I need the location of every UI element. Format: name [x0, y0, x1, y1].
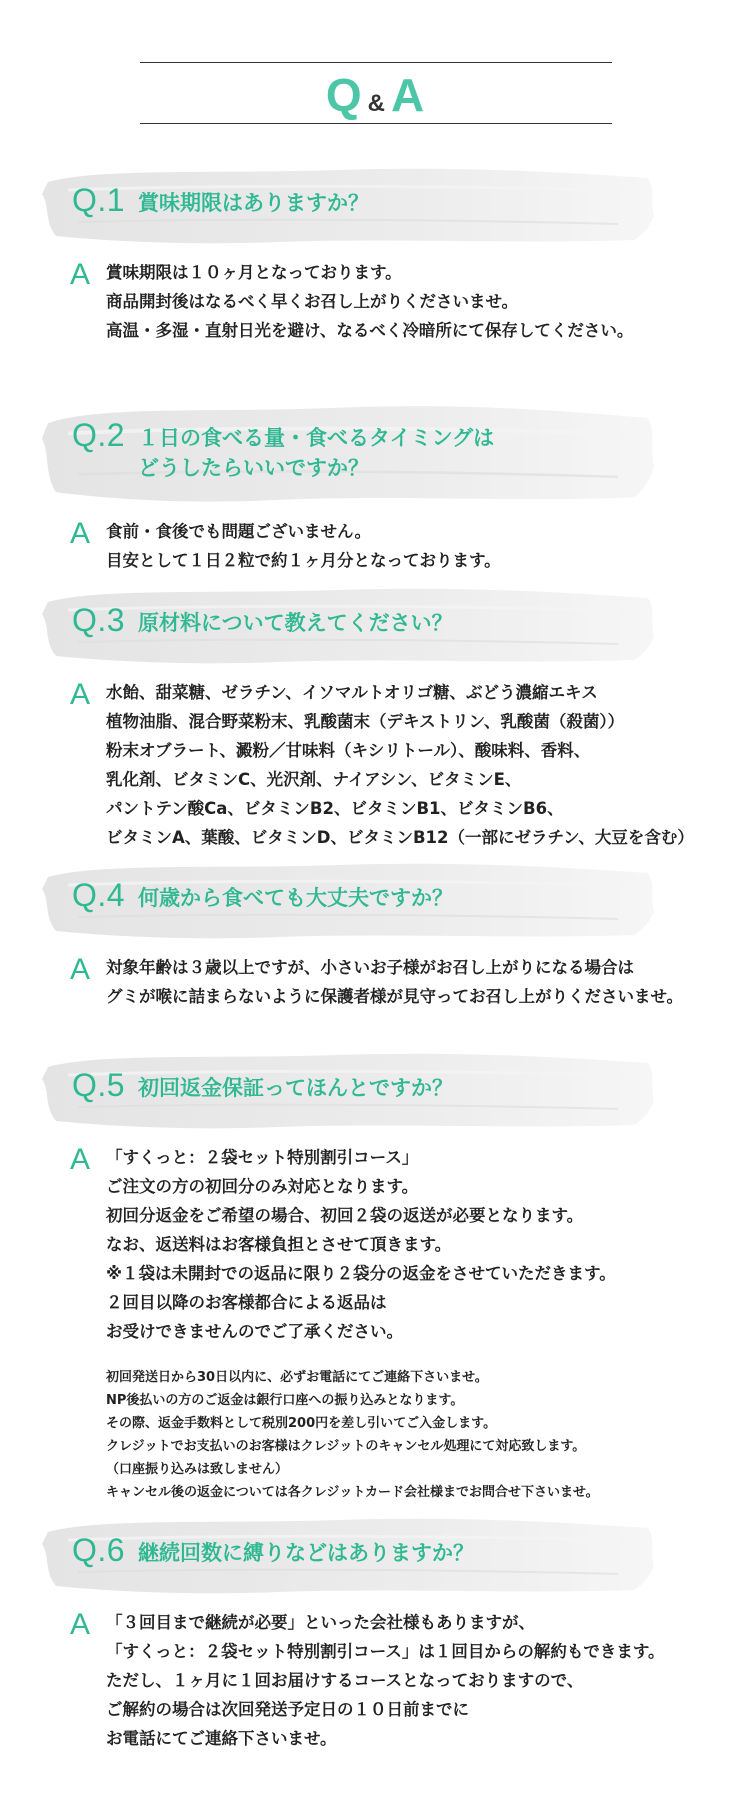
question-text — [138, 423, 494, 483]
answer-line: 初回分返金をご希望の場合、初回２袋の返送が必要となります。 — [106, 1206, 584, 1225]
question-number: Q.3 — [72, 602, 126, 638]
answer-mark: A — [70, 258, 91, 291]
answer-line: グミが喉に詰まらないように保護者様が見守ってお召し上がりくださいませ。 — [106, 987, 684, 1006]
question-line: 継続回数に縛りなどはありますか？ — [138, 1541, 474, 1565]
answer-block — [0, 678, 750, 852]
answer-block — [0, 1608, 750, 1753]
question-number: Q.6 — [72, 1532, 126, 1568]
qa-item — [0, 1045, 750, 1504]
qa-item — [0, 160, 750, 345]
question-number: Q.2 — [72, 417, 126, 453]
question-banner — [38, 580, 658, 666]
answer-block — [0, 258, 750, 345]
answer-line: 「３回目まで継続が必要」といった会社様もありますが、 — [106, 1613, 535, 1632]
question-line: １日の食べる量・食べるタイミングは — [138, 426, 495, 450]
question-banner — [38, 160, 658, 246]
answer-mark: A — [70, 678, 91, 711]
answer-mark: A — [70, 953, 91, 986]
question-line: 初回返金保証ってほんとですか？ — [138, 1076, 453, 1100]
answer-line: 商品開封後はなるべく早くお召し上がりくださいませ。 — [106, 292, 519, 311]
question-number: Q.4 — [72, 877, 126, 913]
question-number: Q.1 — [72, 182, 126, 218]
answer-line: 植物油脂、混合野菜粉末、乳酸菌末（デキストリン、乳酸菌（殺菌）） — [106, 712, 625, 731]
answer-line: ※１袋は未開封での返品に限り２袋分の返金をさせていただきます。 — [106, 1264, 616, 1283]
answer-block — [0, 953, 750, 1011]
question-text — [138, 1073, 453, 1103]
answer-line: 粉末オブラート、澱粉／甘味料（キシリトール）、酸味料、香料、 — [106, 741, 591, 760]
answer-line: お受けできませんのでご了承ください。 — [106, 1322, 403, 1341]
question-text — [138, 1538, 474, 1568]
answer-line: 「すくっと：２袋セット特別割引コース」は１回目からの解約もできます。 — [106, 1642, 665, 1661]
note-line: クレジットでお支払いのお客様はクレジットのキャンセル処理にて対応致します。 — [106, 1439, 586, 1454]
note-line: 初回発送日から30日以内に、必ずお電話にてご連絡下さいませ。 — [106, 1370, 488, 1385]
note-line: キャンセル後の返金については各クレジットカード会社様までお問合せ下さいませ。 — [106, 1485, 599, 1500]
note-line: NP後払いの方のご返金は銀行口座への振り込みとなります。 — [106, 1393, 464, 1408]
question-line: 賞味期限はありますか？ — [138, 191, 369, 215]
question-text — [138, 883, 453, 913]
answer-block — [0, 517, 750, 575]
answer-line: お電話にてご連絡下さいませ。 — [106, 1729, 337, 1748]
answer-line: 高温・多湿・直射日光を避け、なるべく冷暗所にて保存してください。 — [106, 321, 634, 340]
answer-line: ご解約の場合は次回発送予定日の１０日前までに — [106, 1700, 469, 1719]
answer-block — [0, 1143, 750, 1504]
header-rule-top — [140, 62, 612, 63]
qa-item — [0, 395, 750, 575]
question-text — [138, 188, 369, 218]
qa-item — [0, 580, 750, 852]
question-number: Q.5 — [72, 1067, 126, 1103]
answer-mark: A — [70, 517, 91, 550]
title-ampersand: & — [367, 90, 385, 117]
question-banner — [38, 395, 658, 505]
question-banner — [38, 855, 658, 941]
answer-line: ご注文の方の初回分のみ対応となります。 — [106, 1177, 419, 1196]
answer-line: ２回目以降のお客様都合による返品は — [106, 1293, 387, 1312]
note-line: （口座振り込みは致しません） — [106, 1462, 289, 1477]
answer-line: 「すくっと：２袋セット特別割引コース」 — [106, 1148, 419, 1167]
answer-line: なお、返送料はお客様負担とさせて頂きます。 — [106, 1235, 452, 1254]
answer-notes — [106, 1366, 750, 1504]
question-line: 原材料について教えてください？ — [138, 611, 453, 635]
question-text — [138, 608, 453, 638]
answer-line: 乳化剤、ビタミンC、光沢剤、ナイアシン、ビタミンE、 — [106, 770, 522, 789]
title-q: Q — [325, 69, 362, 121]
note-line: その際、返金手数料として税別200円を差し引いてご入金します。 — [106, 1416, 497, 1431]
question-banner — [38, 1510, 658, 1596]
qa-header — [0, 0, 750, 150]
answer-line: 賞味期限は１０ヶ月となっております。 — [106, 263, 402, 282]
qa-item — [0, 855, 750, 1011]
question-line: 何歳から食べても大丈夫ですか？ — [138, 886, 453, 910]
answer-line: 食前・食後でも問題ございません。 — [106, 522, 371, 541]
answer-line: パントテン酸Ca、ビタミンB2、ビタミンB1、ビタミンB6、 — [106, 799, 564, 818]
question-line: どうしたらいいですか？ — [138, 456, 369, 480]
answer-line: ビタミンA、葉酸、ビタミンD、ビタミンB12（一部にゼラチン、大豆を含む） — [106, 828, 694, 847]
answer-line: 目安として１日２粒で約１ヶ月分となっております。 — [106, 551, 501, 570]
answer-mark: A — [70, 1143, 91, 1176]
answer-mark: A — [70, 1608, 91, 1641]
qa-item — [0, 1510, 750, 1753]
question-banner — [38, 1045, 658, 1131]
answer-line: ただし、１ヶ月に１回お届けするコースとなっておりますので、 — [106, 1671, 584, 1690]
qa-title — [0, 68, 750, 122]
answer-line: 対象年齢は３歳以上ですが、小さいお子様がお召し上がりになる場合は — [106, 958, 634, 977]
title-a: A — [390, 69, 425, 121]
header-rule-bottom — [140, 123, 612, 124]
answer-line: 水飴、甜菜糖、ゼラチン、イソマルトオリゴ糖、ぶどう濃縮エキス — [106, 683, 598, 702]
